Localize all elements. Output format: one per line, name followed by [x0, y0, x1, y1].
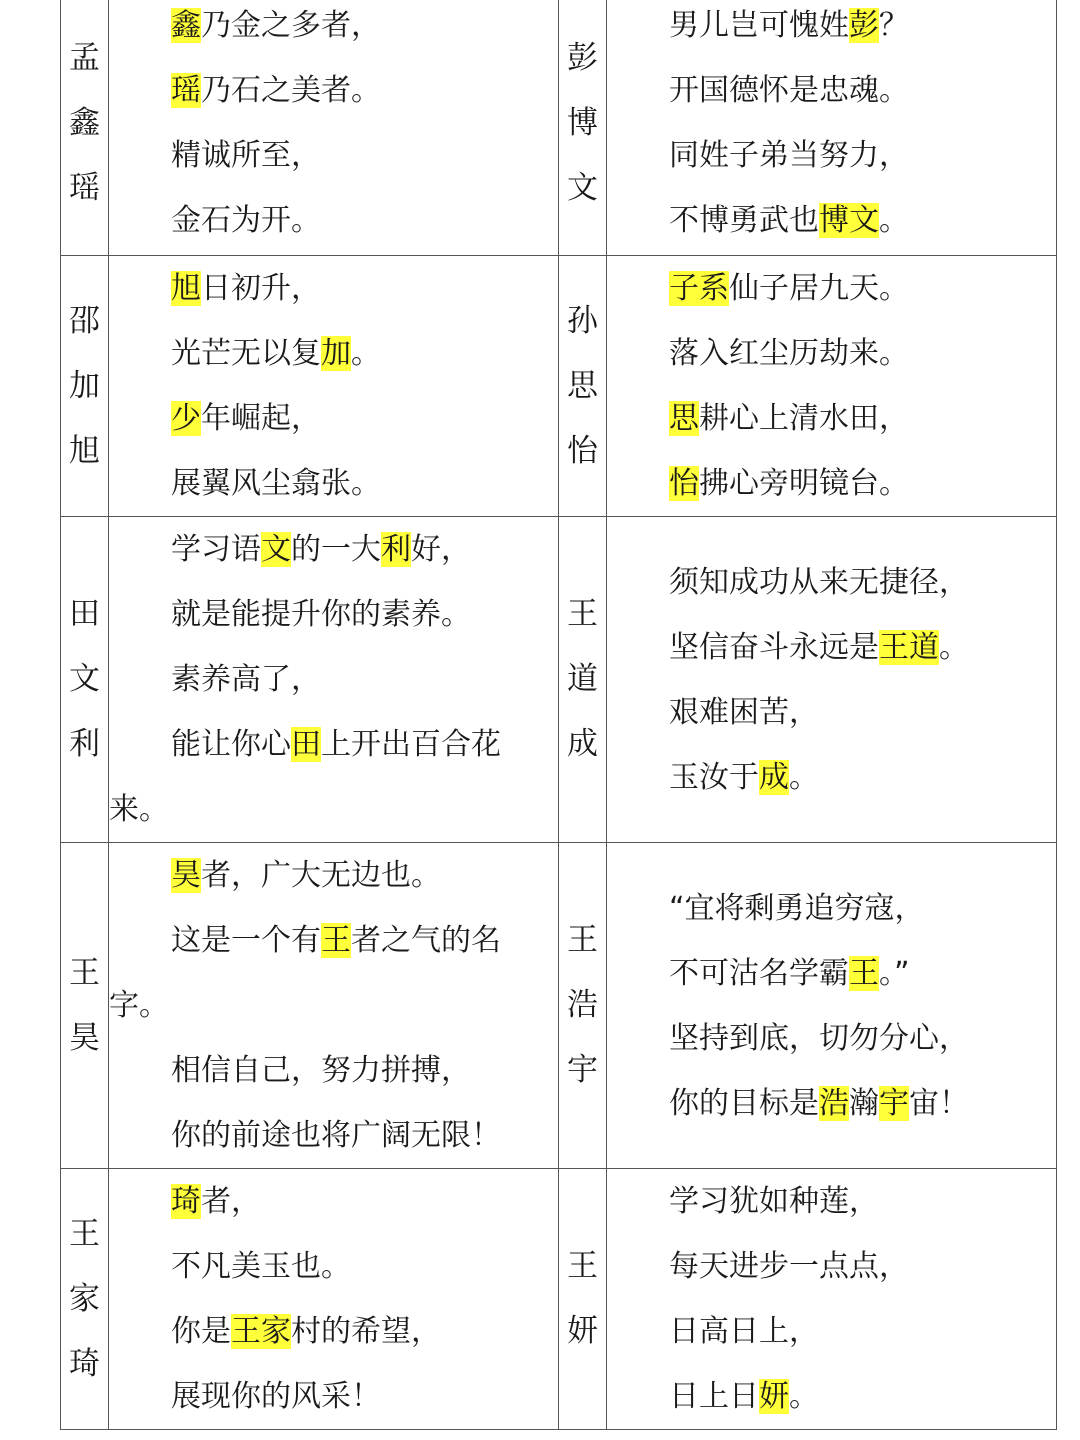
highlighted-char: 怡 [669, 466, 699, 501]
poem-text: 。 [789, 759, 819, 795]
highlighted-char: 王 [849, 955, 879, 991]
highlighted-char: 王道 [879, 629, 939, 665]
poem-line [607, 745, 1056, 810]
name-cell [559, 843, 607, 1169]
poem-line [607, 550, 1056, 615]
name-cell [61, 1169, 109, 1430]
name-char: 宇 [567, 1052, 598, 1088]
poem-line [607, 451, 1056, 516]
name-char: 彭 [567, 39, 598, 76]
poem-text: 宙！ [909, 1085, 969, 1121]
poem-line [607, 680, 1056, 745]
name-char: 王 [567, 596, 598, 632]
poem-line [607, 123, 1056, 188]
poem-text: 。 [789, 1379, 819, 1414]
poem-line [109, 647, 558, 712]
name-cell [61, 256, 109, 517]
highlighted-char: 旭 [171, 271, 201, 306]
poem-text: 学习犹如种莲， [669, 1184, 879, 1219]
poem-line [109, 1234, 558, 1299]
poem-line [109, 908, 558, 1038]
table-row [61, 517, 1057, 843]
poem-line [109, 451, 558, 516]
poem-text: 乃金之多者， [201, 8, 381, 43]
name-char: 王 [69, 1215, 100, 1252]
name-char: 文 [69, 661, 100, 697]
highlighted-char: 王 [321, 923, 351, 958]
poem-text: 村的希望， [291, 1314, 441, 1349]
poem-line [109, 1038, 558, 1103]
poem-text: 展翼风尘翕张。 [171, 466, 381, 501]
poem-cell [109, 256, 559, 517]
poem-text: ？ [879, 8, 909, 43]
name-char: 加 [69, 367, 100, 404]
name-char: 妍 [567, 1313, 598, 1349]
name-char: 田 [69, 596, 100, 632]
poem-line [109, 843, 558, 908]
name-char: 道 [567, 661, 598, 697]
highlighted-char: 田 [291, 727, 321, 762]
highlighted-char: 宇 [879, 1085, 909, 1121]
poem-text: 玉汝于 [669, 759, 759, 795]
poem-text: 的一大 [291, 532, 381, 567]
poem-text: 耕心上清水田， [699, 401, 909, 436]
poem-line [109, 123, 558, 188]
highlighted-char: 彭 [849, 8, 879, 43]
name-cell [61, 517, 109, 843]
poem-cell [607, 843, 1057, 1169]
poem-line [109, 1299, 558, 1364]
poem-text: 者之气的名字。 [109, 923, 501, 1023]
poem-text: “宜将剩勇追穷寇， [669, 890, 925, 926]
poem-text: 坚持到底，切勿分心， [669, 1020, 969, 1056]
highlighted-char: 子系 [669, 271, 729, 306]
poem-cell [607, 1169, 1057, 1430]
table-row [61, 0, 1057, 256]
poem-text: 者，广大无边也。 [201, 858, 441, 893]
highlighted-char: 王家 [231, 1314, 291, 1349]
poem-line [109, 0, 558, 58]
highlighted-char: 浩 [819, 1085, 849, 1121]
poem-text: 相信自己，努力拼搏， [171, 1053, 471, 1088]
poem-text: 你是 [171, 1314, 231, 1349]
name-char: 博 [567, 104, 598, 141]
poem-text: 素养高了， [171, 662, 321, 697]
poem-line [109, 386, 558, 451]
poem-line [607, 941, 1056, 1006]
poem-text: 学习语 [171, 532, 261, 567]
name-char: 旭 [69, 432, 100, 469]
highlighted-char: 少 [171, 401, 201, 436]
poem-line [607, 188, 1056, 253]
poem-line [607, 1006, 1056, 1071]
poem-line [109, 321, 558, 386]
poem-text: 展现你的风采！ [171, 1379, 381, 1414]
poem-line [109, 517, 558, 582]
poem-text: 精诚所至， [171, 138, 321, 173]
poem-line [109, 1103, 558, 1168]
poem-text: 金石为开。 [171, 203, 321, 238]
poem-text: 拂心旁明镜台。 [699, 466, 909, 501]
poem-text: 仙子居九天。 [729, 271, 909, 306]
poem-text: 这是一个有 [171, 923, 321, 958]
name-char: 王 [69, 954, 100, 991]
poem-cell [109, 843, 559, 1169]
name-cell [559, 0, 607, 256]
name-char: 利 [69, 726, 100, 762]
poem-text: 开国德怀是忠魂。 [669, 73, 909, 108]
name-char: 孟 [69, 39, 100, 76]
highlighted-char: 博文 [819, 203, 879, 238]
highlighted-char: 昊 [171, 858, 201, 893]
poem-line [109, 1169, 558, 1234]
poem-line [109, 712, 558, 842]
name-char: 琦 [69, 1345, 100, 1382]
highlighted-char: 妍 [759, 1379, 789, 1414]
highlighted-char: 成 [759, 759, 789, 795]
highlighted-char: 加 [321, 336, 351, 371]
poem-text: 日初升， [201, 271, 321, 306]
poem-text: 光芒无以复 [171, 336, 321, 371]
poem-cell [607, 517, 1057, 843]
poem-text: 者， [201, 1184, 261, 1219]
poem-text: 能让你心 [171, 727, 291, 762]
highlighted-char: 琦 [171, 1184, 201, 1219]
poem-cell [109, 517, 559, 843]
poem-text: 坚信奋斗永远是 [669, 629, 879, 665]
poem-text: 乃石之美者。 [201, 73, 381, 108]
poem-line [607, 876, 1056, 941]
poem-text: 。 [939, 629, 969, 665]
poem-line [607, 615, 1056, 680]
name-cell [559, 517, 607, 843]
name-char: 王 [567, 1248, 598, 1284]
poem-line [607, 1071, 1056, 1136]
name-char: 家 [69, 1280, 100, 1317]
poem-text: 不凡美玉也。 [171, 1249, 351, 1284]
name-char: 文 [567, 169, 598, 206]
poem-text: 每天进步一点点， [669, 1249, 909, 1284]
poem-text: 日上日 [669, 1379, 759, 1414]
poem-line [607, 58, 1056, 123]
poem-text: 就是能提升你的素养。 [171, 597, 471, 632]
table-row [61, 256, 1057, 517]
poem-cell [607, 256, 1057, 517]
name-char: 瑶 [69, 169, 100, 206]
poem-text: 年崛起， [201, 401, 321, 436]
poem-text: 艰难困苦， [669, 694, 819, 730]
name-char: 思 [567, 367, 598, 404]
name-char: 王 [567, 922, 598, 958]
poem-text: 不博勇武也 [669, 203, 819, 238]
name-char: 浩 [567, 987, 598, 1023]
highlighted-char: 鑫 [171, 8, 201, 43]
highlighted-char: 瑶 [171, 73, 201, 108]
highlighted-char: 利 [381, 532, 411, 567]
highlighted-char: 思 [669, 401, 699, 436]
name-char: 孙 [567, 302, 598, 339]
poem-text: 落入红尘历劫来。 [669, 336, 909, 371]
poem-line [607, 386, 1056, 451]
poem-text: 上开出百合花来。 [109, 727, 501, 827]
poem-text: 男儿岂可愧姓 [669, 8, 849, 43]
poem-text: 日高日上， [669, 1314, 819, 1349]
poem-line [109, 188, 558, 253]
name-poem-table-body [61, 0, 1057, 1430]
poem-line [109, 256, 558, 321]
name-char: 昊 [69, 1019, 100, 1056]
poem-cell [607, 0, 1057, 256]
name-poem-table [60, 0, 1057, 1430]
table-row [61, 843, 1057, 1169]
name-char: 邵 [69, 302, 100, 339]
poem-text: 。 [879, 203, 909, 238]
poem-cell [109, 1169, 559, 1430]
poem-line [607, 321, 1056, 386]
name-char: 鑫 [69, 104, 100, 141]
table-row [61, 1169, 1057, 1430]
poem-line [607, 1169, 1056, 1234]
poem-line [109, 1364, 558, 1429]
poem-text: 。” [879, 955, 910, 991]
poem-line [109, 58, 558, 123]
poem-text: 好， [411, 532, 471, 567]
poem-text: 你的目标是 [669, 1085, 819, 1121]
poem-line [607, 256, 1056, 321]
poem-line [109, 582, 558, 647]
highlighted-char: 文 [261, 532, 291, 567]
name-cell [559, 256, 607, 517]
name-cell [559, 1169, 607, 1430]
poem-text: 须知成功从来无捷径， [669, 564, 969, 600]
poem-line [607, 0, 1056, 58]
poem-line [607, 1364, 1056, 1429]
name-char: 怡 [567, 432, 598, 469]
poem-text: 。 [351, 336, 381, 371]
poem-text: 瀚 [849, 1085, 879, 1121]
name-cell [61, 0, 109, 256]
name-char: 成 [567, 726, 598, 762]
poem-text: 你的前途也将广阔无限！ [171, 1118, 501, 1153]
name-cell [61, 843, 109, 1169]
poem-cell [109, 0, 559, 256]
poem-text: 不可沽名学霸 [669, 955, 849, 991]
poem-text: 同姓子弟当努力， [669, 138, 909, 173]
poem-line [607, 1299, 1056, 1364]
poem-line [607, 1234, 1056, 1299]
